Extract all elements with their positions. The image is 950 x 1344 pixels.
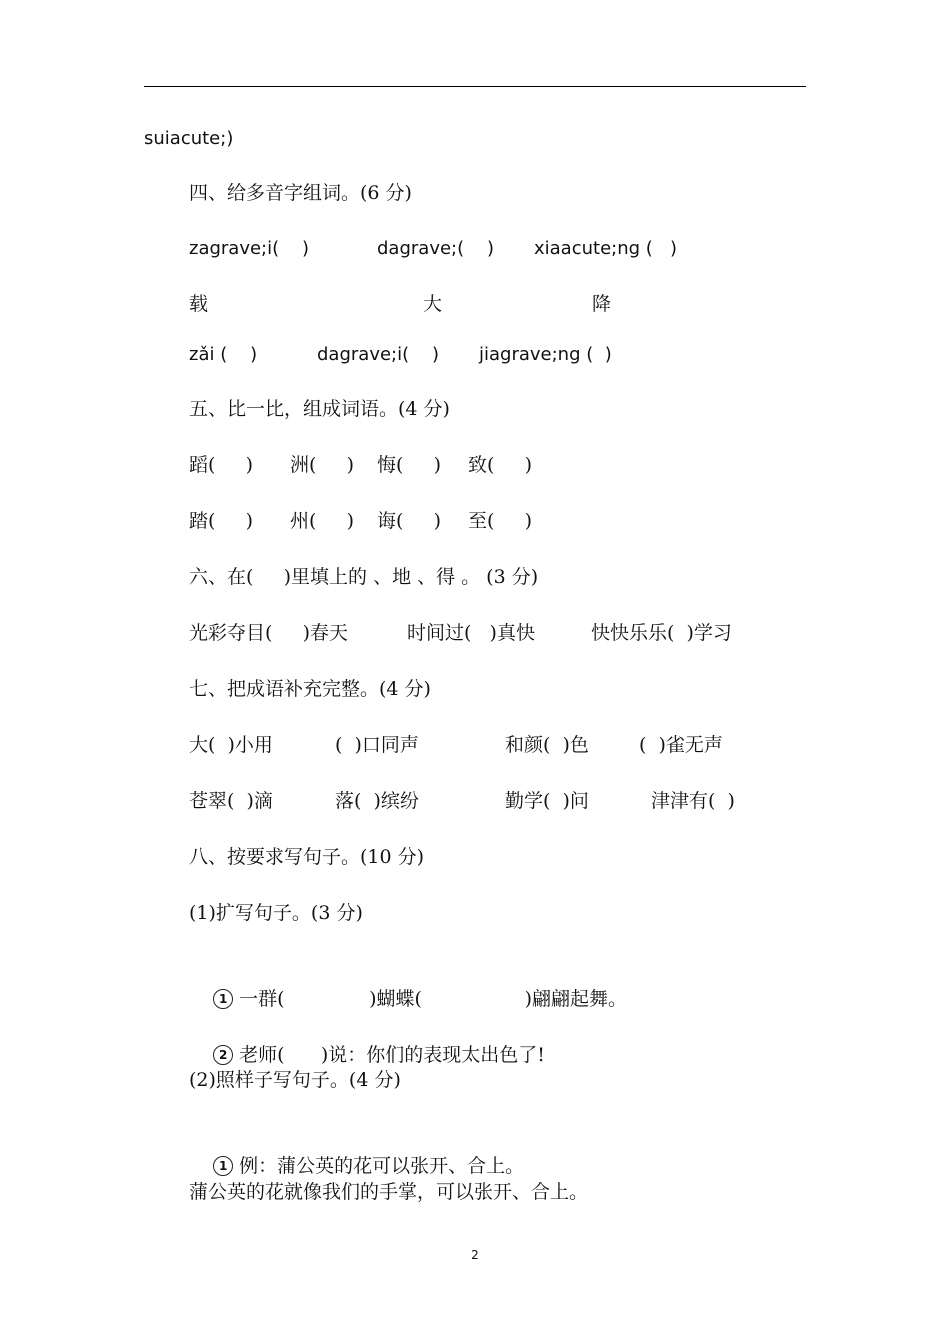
pinyin-blank: xiaacute;ng ( ) (534, 238, 677, 259)
word-blank: 至( ) (468, 510, 533, 532)
section-8-title: 八、按要求写句子。(10 分) (189, 846, 425, 868)
part-1-title: (1)扩写句子。(3 分) (189, 902, 363, 924)
expand-item-1 (189, 954, 628, 1010)
example-sentence: 例：蒲公英的花可以张开、合上。 (239, 1155, 525, 1177)
word-blank: 州( ) (290, 510, 355, 532)
expand-item-2 (189, 1010, 545, 1066)
part-2-title: (2)照样子写句子。(4 分) (189, 1069, 401, 1091)
word-blank: 蹈( ) (189, 454, 254, 476)
pinyin-blank: zǎi ( ) (189, 344, 258, 365)
circled-number: 1 (213, 989, 233, 1009)
idiom-blank: 苍翠( )滴 (189, 790, 273, 812)
circled-number: 2 (213, 1045, 233, 1065)
sec5-row-1 (0, 450, 950, 480)
expand-sentence: 一群( )蝴蝶( )翩翩起舞。 (239, 988, 628, 1010)
page-number: 2 (471, 1248, 479, 1262)
sec7-row-2 (0, 786, 950, 816)
polyphonic-char: 大 (423, 293, 443, 315)
polyphonic-char: 降 (592, 293, 612, 315)
phrase-blank: 快快乐乐( )学习 (591, 622, 732, 644)
word-blank: 致( ) (468, 454, 533, 476)
word-blank: 踏( ) (189, 510, 254, 532)
word-blank: 悔( ) (377, 454, 442, 476)
sec4-pinyin-row-2 (0, 340, 950, 370)
sec4-char-row (0, 289, 950, 319)
sec6-row (0, 618, 950, 648)
expand-sentence: 老师( )说：你们的表现太出色了! (239, 1044, 545, 1066)
pinyin-blank: dagrave;i( ) (317, 344, 440, 365)
idiom-blank: 勤学( )问 (505, 790, 589, 812)
idiom-blank: 落( )缤纷 (335, 790, 419, 812)
pinyin-blank: dagrave;( ) (377, 238, 495, 259)
idiom-blank: 和颜( )色 (505, 734, 589, 756)
section-7-title: 七、把成语补充完整。(4 分) (189, 678, 431, 700)
pinyin-blank: zagrave;i( ) (189, 238, 310, 259)
example-item-1 (189, 1121, 525, 1177)
example-answer: 蒲公英的花就像我们的手掌，可以张开、合上。 (189, 1181, 589, 1203)
section-5-title: 五、比一比，组成词语。(4 分) (189, 398, 450, 420)
phrase-blank: 光彩夺目( )春天 (189, 622, 349, 644)
sec4-pinyin-row-1 (0, 234, 950, 264)
section-6-title: 六、在( )里填上的 、地 、得 。 (3 分) (189, 566, 539, 588)
phrase-blank: 时间过( )真快 (407, 622, 535, 644)
word-blank: 洲( ) (290, 454, 355, 476)
idiom-blank: 津津有( ) (651, 790, 735, 812)
sec5-row-2 (0, 506, 950, 536)
top-fragment: suiacute;) (144, 128, 234, 149)
circled-number: 1 (213, 1156, 233, 1176)
idiom-blank: ( )雀无声 (639, 734, 723, 756)
sec7-row-1 (0, 730, 950, 760)
idiom-blank: 大( )小用 (189, 734, 273, 756)
idiom-blank: ( )口同声 (335, 734, 419, 756)
word-blank: 诲( ) (377, 510, 442, 532)
polyphonic-char: 载 (189, 293, 209, 315)
pinyin-blank: jiagrave;ng ( ) (479, 344, 612, 365)
section-4-title: 四、给多音字组词。(6 分) (189, 182, 412, 204)
header-rule (144, 86, 806, 87)
